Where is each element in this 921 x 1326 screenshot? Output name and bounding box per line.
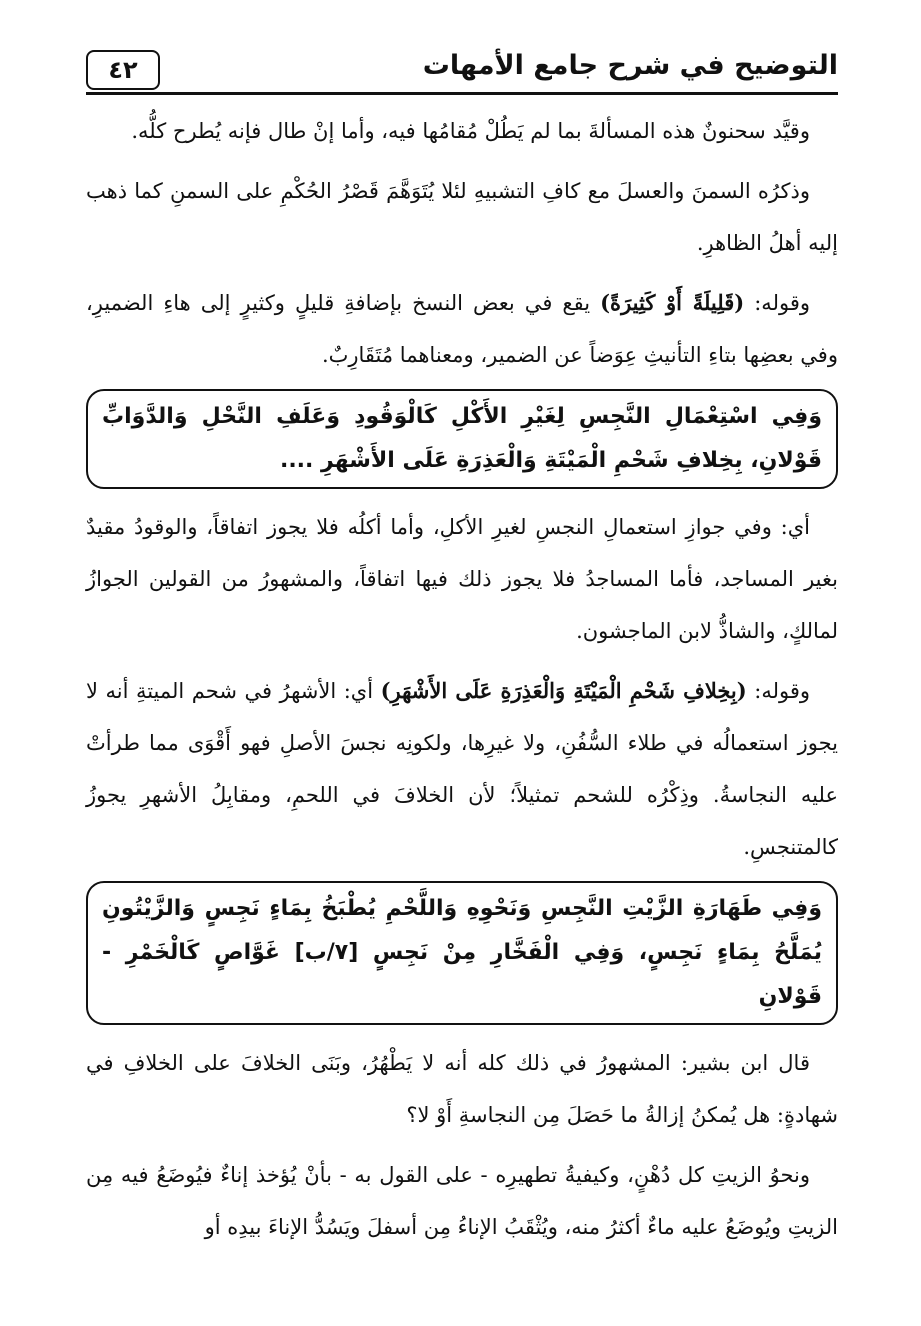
paragraph-2: وذكرُه السمنَ والعسلَ مع كافِ التشبيهِ لئلا يُتَوَهَّمَ قَصْرُ الحُكْمِ على السمنِ كما ذهب إليه أهلُ الظاهرِ. [86,179,838,255]
paragraph-3-rest: يقع في بعض النسخ بإضافةِ قليلٍ وكثيرٍ إلى هاءِ الضميرِ، وفي بعضِها بتاءِ التأنيثِ عِوَضاً عن الضمير، ومعناهما مُتَقَارِبٌ. [86,291,838,367]
page-content [86,95,838,1253]
book-title: التوضيح في شرح جامع الأمهات [422,50,838,81]
paragraph-1: وقيَّد سحنونٌ هذه المسألةَ بما لم يَطُلْ مُقامُها فيه، وأما إنْ طال فإنه يُطرح كلُّه. [131,119,810,143]
paragraph-5-quote: (بِخِلافِ شَحْمِ الْمَيْتَةِ وَالْعَذِرَةِ عَلَى الأَشْهَرِ) [380,678,747,703]
page-number: ٤٢ [86,50,160,90]
paragraph-4: أي: وفي جوازِ استعمالِ النجسِ لغيرِ الأكلِ، وأما أكلُه فلا يجوز اتفاقاً، والوقودُ مقيدٌ بغير المساجد، فأما المساجدُ فلا يجوز ذلك فيها اتفاقاً، والمشهورُ من القولين الجوازُ لمالكٍ، والشاذُّ لابن الماجشون. [86,515,838,643]
paragraph-3-quote: (قَلِيلَةً أَوْ كَثِيرَةً) [600,290,745,315]
paragraph-6: قال ابن بشير: المشهورُ في ذلك كله أنه لا يَطْهُرُ، وبَنَى الخلافَ على الخلافِ في شهادةٍ: هل يُمكنُ إزالةُ ما حَصَلَ مِن النجاسةِ أَوْ لا؟ [86,1051,838,1127]
paragraph-5-rest: أي: الأشهرُ في شحم الميتةِ أنه لا يجوز استعمالُه في طلاء السُّفُنِ، ولا غيرِها، ولكونِه نجسَ الأصلِ فهو أَقْوَى مما طرأتْ عليه النجاسةُ. وذِكْرُه للشحم تمثيلاً؛ لأن الخلافَ في اللحمِ، ومقابِلُ الأشهرِ يجوزُ كالمتنجسِ. [86,679,838,859]
paragraph-3 [86,277,838,381]
matn-box-1: وَفِي اسْتِعْمَالِ النَّجِسِ لِغَيْرِ الأَكْلِ كَالْوَقُودِ وَعَلَفِ النَّحْلِ وَالدَّوَابِّ قَوْلانِ، بِخِلافِ شَحْمِ الْمَيْتَةِ وَالْعَذِرَةِ عَلَى الأَشْهَرِ .... [86,389,838,489]
matn-box-2: وَفِي طَهَارَةِ الزَّيْتِ النَّجِسِ وَنَحْوِهِ وَاللَّحْمِ يُطْبَخُ بِمَاءٍ نَجِسٍ وَالزَّيْتُونِ يُمَلَّحُ بِمَاءٍ نَجِسٍ، وَفِي الْفَخَّارِ مِنْ نَجِسٍ [٧/ب] غَوَّاصٍ كَالْخَمْرِ - قَوْلانِ [86,881,838,1025]
paragraph-7: ونحوُ الزيتِ كل دُهْنٍ، وكيفيةُ تطهيرِه - على القول به - بأنْ يُؤخذ إناءٌ فيُوضَعُ فيه مِن الزيتِ ويُوضَعُ عليه ماءٌ أكثرُ منه، ويُثْقَبُ الإناءُ مِن أسفلَ ويَسُدُّ الإناءَ بيدِه أو [86,1163,838,1239]
running-header [86,40,838,95]
paragraph-3-intro: وقوله: [744,291,810,315]
page [86,40,838,1261]
paragraph-5 [86,665,838,873]
paragraph-5-intro: وقوله: [746,679,811,703]
